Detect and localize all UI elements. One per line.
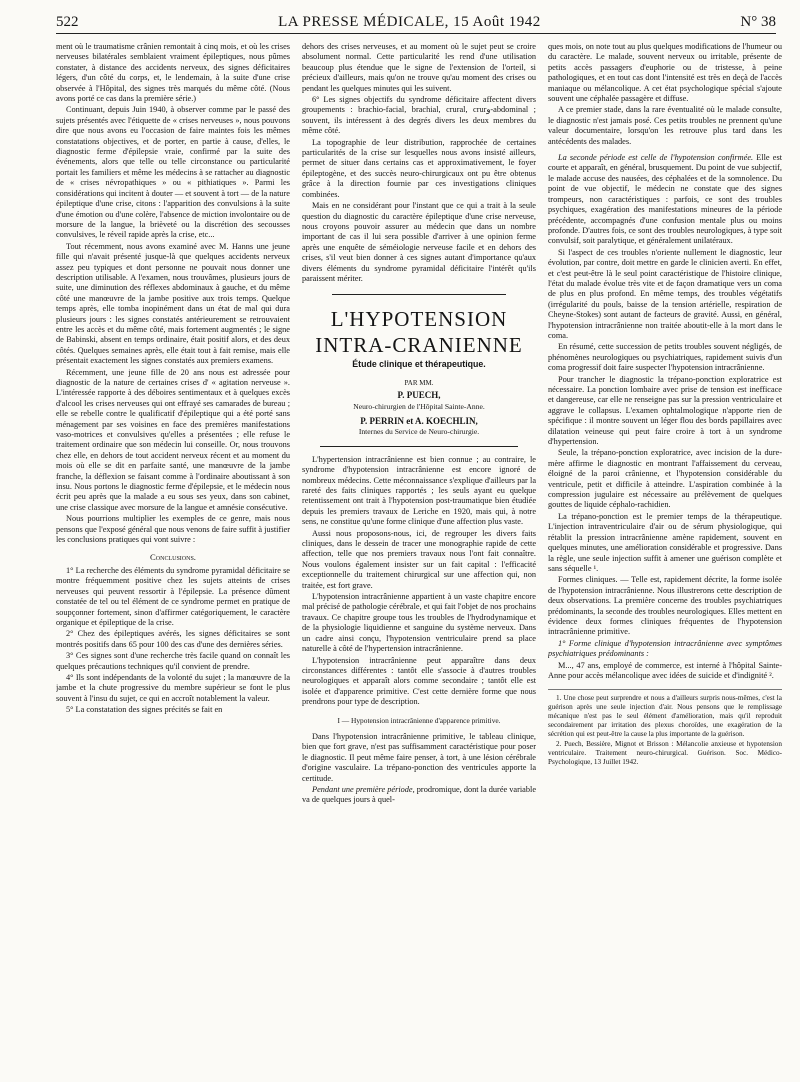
conclusion-item: 4° Ils sont indépendants de la volonté du sujet ; la manœuvre de la jambe et la chute progressive du membre supérieur se font le plus souvent à l'insu du sujet, ce qui en accroît notablement la valeur. xyxy=(56,672,290,703)
article-title-line-2: INTRA-CRANIENNE xyxy=(315,333,523,358)
author-affiliation: Internes du Service de Neuro-chirurgie. xyxy=(358,427,480,437)
paragraph: Pour trancher le diagnostic la trépano-ponction exploratrice est nécessaire. La ponction lombaire avec prise de tension est inefficace et dangereuse, car elle ne renseigne pas sur la pression ventriculaire et aggrave le collapsus. L'examen ophtalmologique n'apporte rien de spécifique : il montre souvent un léger flou des bords papillaires avec dilatation veineuse qui peut faire croire à tort à un syndrome d'hypertension. xyxy=(548,374,782,447)
column-3 xyxy=(548,42,782,1076)
author-affiliation: Neuro-chirurgien de l'Hôpital Sainte-Anne. xyxy=(353,401,485,411)
section-heading: I — Hypotension intracrânienne d'apparence primitive. xyxy=(337,715,501,725)
paragraph: ment où le traumatisme crânien remontait à cinq mois, et où les crises nerveuses bilatérales semblaient vraiment épileptiques, nous pûmes constater, à distance des accidents nerveux, des signes déficitaires légers, d'un côté du corps, et, le lendemain, à la suite d'une crise observée à l'Hôpital, des signes très marqués du même côté. (Nous avons porté ce cas dans la première série.) xyxy=(56,42,290,104)
conclusion-item: 2° Chez des épileptiques avérés, les signes déficitaires se sont montrés positifs dans 65 pour 100 des cas d'une des dernières séries. xyxy=(56,629,290,649)
paragraph: La topographie de leur distribution, rapprochée de certaines particularités de la crise sur lesquelles nous avons insisté ailleurs, permet de situer dans certains cas et approximativement, le foyer épileptogène, et des succès neuro-chirurgicaux ont pu être obtenus grâce à la direction fournie par ces investigations cliniques combinées. xyxy=(302,137,536,199)
conclusion-item: 3° Ces signes sont d'une recherche très facile quand on connaît les quelques précautions techniques qu'il convient de prendre. xyxy=(56,651,290,671)
paragraph: Mais en ne considérant pour l'instant que ce qui a trait à la seule question du diagnostic du caractère épileptique d'une crise nerveuse, nous croyons pouvoir assurer au médecin que dans un nombre important de cas il lui sera possible d'arriver à une opinion ferme après une enquête de séméiologie nerveuse facile et en dehors des crises, s'il veut bien donner à ces signes autant d'importance qu'aux divers éléments du syndrome pyramidal déficitaire l'intérêt qu'ils paraissent mériter. xyxy=(302,201,536,283)
paragraph xyxy=(548,153,782,247)
paragraph: Dans l'hypotension intracrânienne primitive, le tableau clinique, bien que fort grave, n'est pas suffisamment caractéristique pour poser le diagnostic. Il peut même faire penser, à tort, à une lésion cérébrale d'origine vasculaire. La trépano-ponction des ventricules apporte la certitude. xyxy=(302,731,536,783)
byline-par: PAR MM. xyxy=(404,378,434,387)
conclusion-item: 5° La constatation des signes précités se fait en xyxy=(66,705,223,715)
paragraph-text: prodromique, dont la durée variable va de quelques jours à quel- xyxy=(302,784,536,805)
author-name: P. PERRIN et A. KOECHLIN, xyxy=(360,415,478,426)
paragraph: M..., 47 ans, employé de commerce, est interné à l'hôpital Sainte-Anne pour accès mélancolique avec idées de suicide et d'indignité ². xyxy=(548,660,782,680)
paragraph: Récemment, une jeune fille de 20 ans nous est adressée pour diagnostic de la nature de certaines crises d' « agitation nerveuse ». L'intéressée rapporte à des déboires sentimentaux et à quelques excès d'alcool les crises nerveuses qui ont effrayé ses camarades de bureau ; elle se rebelle contre le qualificatif d'épileptique qui a été porté sans ménagement par ses voisines en face des premières manifestations vaso-motrices et convulsives qu'elles a présentées ; elle refuse le traitement ordinaire que son médecin lui conseille. Or, nous trouvons chez elle, en dehors de tout accident nerveux récent et au moment du mois où elle se dit en parfaite santé, une manœuvre de la jambe franche, la déflexion se faisant comme à l'ordinaire aboutissant à son insu. Nous portons le diagnostic ferme d'épilepsie, et le médecin nous écrit peu après que la malade a eu sous ses yeux, dans son cabinet, une crise classique avec morsure de la langue et amnésie consécutive. xyxy=(56,367,290,512)
italic-lead: Pendant une première période, xyxy=(312,784,415,794)
paragraph: L'hypotension intracrânienne peut apparaître dans deux circonstances différentes : tantôt elle s'associe à d'autres troubles neurologiques et apparaît alors comme secondaire ; tantôt elle est isolée et d'apparence primitive. C'est cette dernière forme que nous prendrons pour type de description. xyxy=(302,655,536,707)
paragraph: En résumé, cette succession de petits troubles souvent négligés, de phénomènes neurologiques ou psychiatriques, rapidement suivis d'un coma progressif doit faire suspecter l'hypotension intracrânienne. xyxy=(548,342,782,373)
paragraph: L'hypotension intracrânienne appartient à un vaste chapitre encore mal précisé de pathologie cérébrale, et qui fait l'objet de nos prochains travaux. Ce chapitre groupe tous les troubles de l'hydrodynamique et de la physiologie liquidienne et sanguine du système nerveux. Dans un cadre ainsi conçu, l'hypotension ventriculaire prend sa place naturelle à côté de l'hypertension intracrânienne. xyxy=(302,592,536,654)
divider xyxy=(320,446,518,447)
publication-title: LA PRESSE MÉDICALE, 15 Août 1942 xyxy=(278,14,541,30)
paragraph: Si l'aspect de ces troubles n'oriente nullement le diagnostic, leur évolution, par contre, doit mettre en garde le clinicien averti. En effet, et c'est peut-être là le seul point caractéristique de l'histoire clinique, l'état du malade évolue très vite et de façon dramatique vers un coma de plus en plus profond. En même temps, des troubles végétatifs (irrégularité du pouls, baisse de la tension artérielle, respiration de Cheyne-Stokes) sont autant de facteurs de gravité. Aussi, en général, l'hypotension intracrânienne non traitée aboutit-elle à la mort dans le coma. xyxy=(548,247,782,340)
paragraph: Seule, la trépano-ponction exploratrice, avec incision de la dure-mère affirme le diagnostic en montrant l'affaissement du cerveau, éloigné de la paroi crânienne, et l'hypotension considérable du ventricule, petit et difficile à atteindre. L'aspiration combinée à la compression jugulaire est nécessaire au prélèvement de quelques gouttes de liquide céphalo-rachidien. xyxy=(548,448,782,510)
paragraph: 1° Forme clinique d'hypotension intracrânienne avec symptômes psychiatriques prédominants : xyxy=(548,638,782,659)
footnotes xyxy=(548,689,782,767)
paragraph xyxy=(302,785,536,806)
paragraph: 6° Les signes objectifs du syndrome déficitaire affectent divers groupements : brachio-facial, brachial, crural, crurو-abdominal ; souvent, ils intéressent à des degrés divers les deux membres du même côté. xyxy=(302,95,536,136)
page-header xyxy=(56,14,776,34)
paragraph: A ce premier stade, dans la rare éventualité où le malade consulte, le diagnostic n'est jamais posé. Ces petits troubles ne prennent qu'une valeur documentaire, lorsqu'on les retrouve plus tard dans les antécédents des malades. xyxy=(548,105,782,146)
italic-lead: La seconde période est celle de l'hypotension confirmée. xyxy=(558,153,754,163)
author-name: P. PUECH, xyxy=(397,390,441,401)
column-2 xyxy=(302,42,536,1076)
paragraph: Aussi nous proposons-nous, ici, de regrouper les divers faits cliniques, dans le dessein de tracer une monographie rapide de cette affection, telle que nos premiers travaux nous l'ont fait connaître. Nous voulons également insister sur un fait capital : l'efficacité exceptionnelle du traitement chirurgical sur une affection qui, non traitée, est fort grave. xyxy=(302,528,536,590)
columns xyxy=(56,42,782,1076)
article-title-line-1: L'HYPOTENSION xyxy=(330,307,508,332)
article-separator xyxy=(332,294,506,295)
footnote: 2. Puech, Bessière, Mignot et Brisson : Mélancolie anxieuse et hypotension ventriculaire. Traitement neuro-chirurgical. Guérison. Soc. Médico-Psychologique, 13 Juillet 1942. xyxy=(548,740,782,767)
paragraph-text: Elle est courte et apparaît, en général, brusquement. Du point de vue subjectif, le malade accuse des nausées, des céphalées et de la somnolence. Du point de vue objectif, le médecin ne constate que des signes trompeurs, non caractéristiques : parfois, ce sont des troubles psychiques, exagération des manifestations mineures de la période précédente, accompagnés d'une confusion mentale plus ou moins profonde. D'autres fois, ce sont des troubles neurologiques, à type soit convulsif, soit paralytique, et généralement unilatéraux. xyxy=(548,153,782,246)
paragraph: Continuant, depuis Juin 1940, à observer comme par le passé des sujets présentés avec l'étiquette de « crises nerveuses », nous pouvons dire que nous avons eu l'occasion de faire maintes fois les mêmes constatations objectives, et de porter, en partie à cause, d'elles, le diagnostic ferme d'épilepsie vraie, confirmé par la suite des événements, alors que telle ou telle circonstance ou particularité portait les familiers et même les médecins à se rattacher au diagnostic de « crises névropathiques » ou « pithiatiques ». Parmi les considérations qui incitent à douter — et souvent à tort — de la nature épileptique d'une crise, citons : l'apparition des convulsions à la suite d'une émotion ou d'une colère, l'absence de miction involontaire ou de morsure de la langue, la brièveté ou la discrétion des secousses convulsives, le réveil rapide après la crise, etc... xyxy=(56,105,290,240)
paragraph: Tout récemment, nous avons examiné avec M. Hanns une jeune fille qui n'avait présenté jusque-là que quelques accidents nerveux assez peu typiques et dont personne ne pouvait nous donner une description utilisable. A l'examen, nous trouvâmes, plusieurs jours de suite, une diminution des réflexes abdominaux à gauche, et du même côté une manœuvre de la jambe positive aux trois temps. Quelque temps après, elle tomba inopinément dans un état de mal qui dura plusieurs jours : les signes constatés antérieurement se retrouvaient entre les accès et du même côté, mais fortement augmentés ; le signe de Babinski, absent en temps ordinaire, était positif alors, et des deux côtés. Quelques semaines après, elle était tout à fait remise, mais elle présentait exactement les signes constatés aux premiers examens. xyxy=(56,241,290,366)
article-subtitle: Étude clinique et thérapeutique. xyxy=(352,359,486,370)
issue-number: N° 38 xyxy=(740,14,776,30)
conclusions-heading: Conclusions. xyxy=(150,551,196,562)
paragraph: Formes cliniques. — Telle est, rapidement décrite, la forme isolée de l'hypotension intracrânienne. Nous illustrerons cette description de deux observations. La première concerne des troubles psychiatriques prédominants, la seconde des troubles neurologiques. Elles mettent en évidence deux formes cliniques fréquentes de l'hypotension intracrânienne primitive. xyxy=(548,575,782,637)
paragraph: ques mois, on note tout au plus quelques modifications de l'humeur ou du caractère. Le malade, souvent nerveux ou irritable, présente de petits accès passagers d'euphorie ou de tristesse, à peine pathologiques, et en tout cas dont l'intensité est très en deçà de l'accès maniaque ou mélancolique. A cet état psychologique spécial s'ajoute souvent une céphalée passagère et diffuse. xyxy=(548,42,782,104)
footnote: 1. Une chose peut surprendre et nous a d'ailleurs surpris nous-mêmes, c'est la guérison après une seule injection d'air. Nous pensons que le remplissage mécanique n'est pas le seul élément d'amélioration, mais qu'il reproduit secondairement par irritation des plexus choroïdes, une exagération de la sécrétion qui est peut-être la cause la plus importante de la guérison. xyxy=(548,694,782,739)
paragraph: La trépano-ponction est le premier temps de la thérapeutique. L'injection intraventriculaire d'air ou de sérum physiologique, qui rétablit la pression intracrânienne amène rapidement, souvent en quelques minutes, une amélioration considérable et progressive. Dans la règle, une seule injection suffit à amener une guérison complète et sans séquelle ¹. xyxy=(548,511,782,573)
paragraph: Nous pourrions multiplier les exemples de ce genre, mais nous pensons que l'exposé général que nous venons de faire suffit à justifier les conclusions pratiques qui vont suivre : xyxy=(56,514,290,545)
page-number: 522 xyxy=(56,14,79,30)
paragraph: L'hypertension intracrânienne est bien connue ; au contraire, le syndrome d'hypotension intracrânienne est encore ignoré de nombreux médecins. Cette méconnaissance s'explique d'ailleurs par la rareté des faits cliniques rapportés ; les seuls ayant eu quelque retentissement ont trait à l'hypotension post-traumatique bien étudiée depuis les premiers travaux de Leriche en 1920, mais qui, à notre sens, ne constitue qu'une forme clinique d'une affection plus vaste. xyxy=(302,454,536,527)
conclusion-item: 1° La recherche des éléments du syndrome pyramidal déficitaire se montre fréquemment positive chez les sujets atteints de crises nerveuses qui peuvent ressortir à l'épilepsie. La présence dûment constatée de tel ou tel élément de ce syndrome permet en pratique de soupçonner fortement, sinon d'affirmer catégoriquement, le caractère organique et épileptique de la crise. xyxy=(56,565,290,627)
paragraph: dehors des crises nerveuses, et au moment où le sujet peut se croire absolument normal. Cette particularité les rend d'une utilisation beaucoup plus étendue que le signe de l'extension de l'orteil, si précieux d'ailleurs, mais qu'on ne trouve qu'au moment des crises ou pendant les quelques minutes qui les suivent. xyxy=(302,42,536,93)
column-1 xyxy=(56,42,290,1076)
